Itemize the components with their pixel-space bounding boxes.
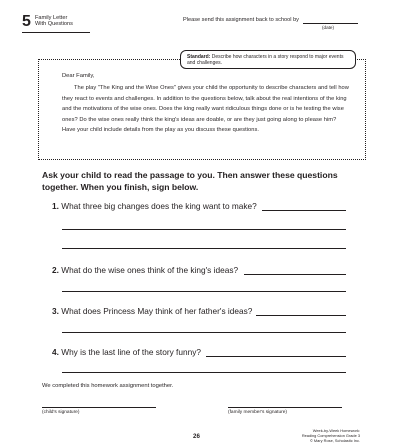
date-label: (date) [322,25,335,30]
question-2-number: 2. [52,265,59,275]
standard-text: Describe how characters in a story respond to major events and challenges. [187,54,344,66]
question-2-text: What do the wise ones think of the king's ideas? [61,265,239,275]
standard-box [180,50,356,69]
credit-line-2: © Mary Rose, Scholastic Inc. [309,438,360,443]
question-3-number: 3. [52,306,59,316]
answer-4-inline-field[interactable] [206,356,346,357]
answer-1-line-2[interactable] [62,248,346,249]
credit-line-1: Week-by-Week Homework: Reading Comprehension Grade 3 [301,428,360,438]
child-signature-field[interactable] [42,407,156,408]
send-back-instruction: Please send this assignment back to school by [183,17,299,23]
child-signature-label: (child's signature) [42,410,80,415]
answer-2-inline-field[interactable] [244,274,346,275]
question-4 [52,347,201,357]
credits [300,428,360,443]
family-signature-field[interactable] [228,407,342,408]
answer-1-inline-field[interactable] [262,210,346,211]
question-4-text: Why is the last line of the story funny? [61,347,201,357]
lesson-title-line1: Family Letter [35,15,68,21]
question-1-text: What three big changes does the king want to make? [61,201,257,211]
answer-3-line-1[interactable] [62,332,346,333]
letter-body: The play "The King and the Wise Ones" gives your child the opportunity to describe characters and tell how they react to events and challenges. In addition to the questions below, talk about the real intentions of the king and the motivations of the wise ones. Does the king really want ridiculous things done or is he testing the wise ones? Do the wise ones really think the king's ideas are doable, or are they just going along to please him? Have your child include details from the play as you discuss these questions. [62,85,349,134]
answer-2-line-1[interactable] [62,291,346,292]
page-number: 26 [193,433,200,440]
answer-3-inline-field[interactable] [256,315,346,316]
date-field[interactable] [303,23,358,24]
answer-1-line-1[interactable] [62,229,346,230]
lesson-number: 5 [22,13,31,30]
question-2 [52,265,238,275]
question-1 [52,201,257,211]
question-1-number: 1. [52,201,59,211]
instruction-heading: Ask your child to read the passage to you. Then answer these questions together. When you finish, sign below. [42,170,338,192]
answer-4-line-1[interactable] [62,372,346,373]
letter-salutation: Dear Family, [62,73,95,79]
standard-label: Standard: [187,54,211,60]
lesson-title-line2: With Questions [35,21,73,28]
question-4-number: 4. [52,347,59,357]
question-3-text: What does Princess May think of her father's ideas? [61,306,253,316]
completion-statement: We completed this homework assignment together. [42,383,174,389]
question-3 [52,306,252,316]
family-signature-label: (family member's signature) [228,410,288,415]
lesson-title [35,15,73,28]
header-rule [22,32,90,33]
